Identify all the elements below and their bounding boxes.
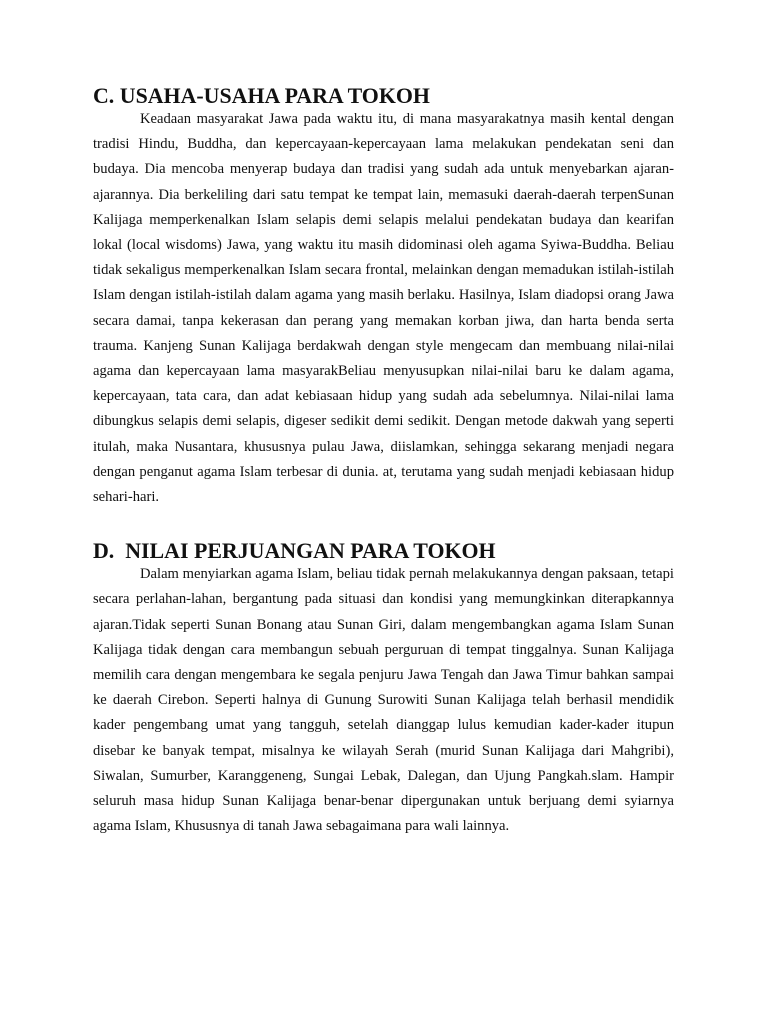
document-body <box>93 85 674 839</box>
section-spacer <box>93 510 674 540</box>
section-d-paragraph: Dalam menyiarkan agama Islam, beliau tidak pernah melakukannya dengan paksaan, tetapi secara perlahan-lahan, bergantung pada situasi dan kondisi yang memungkinkan diterapkannya ajaran.Tidak seperti Sunan Bonang atau Sunan Giri, dalam mengembangkan agama Islam Sunan Kalijaga tidak dengan cara membangun sebuah perguruan di tempat tinggalnya. Sunan Kalijaga memilih cara dengan mengembara ke segala penjuru Jawa Tengah dan Jawa Timur bahkan sampai ke daerah Cirebon. Seperti halnya di Gunung Surowiti Sunan Kalijaga telah berhasil mendidik kader pengembang umat yang tangguh, setelah dianggap lulus kemudian kader-kader itupun disebar ke banyak tempat, misalnya ke wilayah Serah (murid Sunan Kalijaga dari Mahgribi), Siwalan, Sumurber, Karanggeneng, Sungai Lebak, Dalegan, dan Ujung Pangkah.slam. Hampir seluruh masa hidup Sunan Kalijaga benar-benar dipergunakan untuk berjuang demi syiarnya agama Islam, Khususnya di tanah Jawa sebagaimana para wali lainnya. <box>93 566 674 835</box>
section-c-paragraph: Keadaan masyarakat Jawa pada waktu itu, di mana masyarakatnya masih kental dengan tradisi Hindu, Buddha, dan kepercayaan-kepercayaan lama melakukan pendekatan seni dan budaya. Dia mencoba menyerap budaya dan tradisi yang sudah ada untuk menyebarkan ajaran-ajarannya. Dia berkeliling dari satu tempat ke tempat lain, memasuki daerah-daerah terpenSunan Kalijaga memperkenalkan Islam selapis demi selapis melalui pendekatan budaya dan kearifan lokal (local wisdoms) Jawa, yang waktu itu masih didominasi oleh agama Syiwa-Buddha. Beliau tidak sekaligus memperkenalkan Islam secara frontal, melainkan dengan memadukan istilah-istilah Islam dengan istilah-istilah dalam agama yang masih berlaku. Hasilnya, Islam diadopsi orang Jawa secara damai, tanpa kekerasan dan perang yang memakan korban jiwa, dan harta benda serta trauma. Kanjeng Sunan Kalijaga berdakwah dengan style mengecam dan membuang nilai-nilai agama dan kepercayaan lama masyarakBeliau menyusupkan nilai-nilai baru ke dalam agama, kepercayaan, tata cara, dan adat kebiasaan hidup yang sudah ada sebelumnya. Nilai-nilai lama dibungkus selapis demi selapis, digeser sedikit demi sedikit. Dengan metode dakwah yang seperti itulah, maka Nusantara, khususnya pulau Jawa, diislamkan, sehingga sekarang menjadi negara dengan penganut agama Islam terbesar di dunia. at, terutama yang sudah menjadi kebiasaan hidup sehari-hari. <box>93 111 674 506</box>
section-c-heading: C. USAHA-USAHA PARA TOKOH <box>93 83 430 108</box>
section-d-heading: D. NILAI PERJUANGAN PARA TOKOH <box>93 538 496 564</box>
